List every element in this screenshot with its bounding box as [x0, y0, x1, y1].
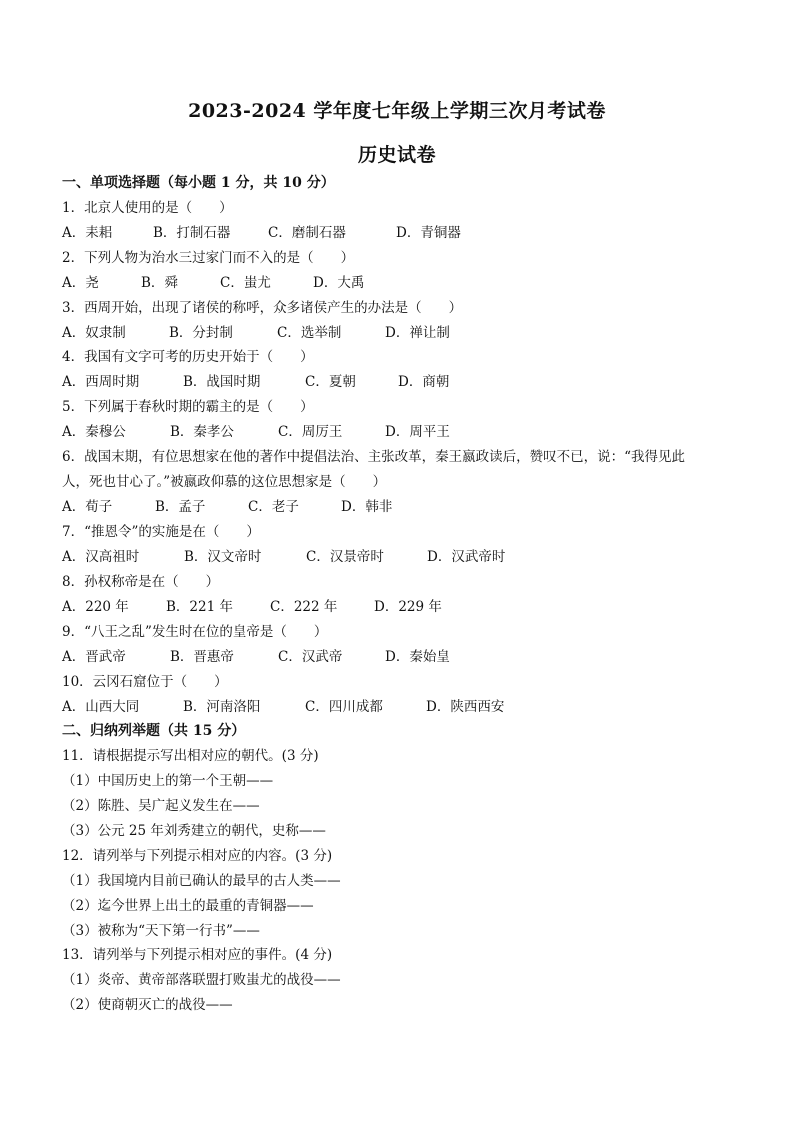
q12-item-1: （1）我国境内目前已确认的最早的古人类—— — [62, 873, 341, 889]
exam-subject: 历史试卷 — [357, 144, 436, 166]
section-heading-choice: 一、单项选择题（每小题 1 分，共 10 分） — [62, 175, 335, 191]
option-a: A．耒耜 — [62, 225, 113, 241]
options-q5 — [62, 423, 450, 441]
option-d: D．韩非 — [341, 499, 393, 515]
option-d: D．周平王 — [385, 424, 450, 440]
option-b: B．孟子 — [155, 499, 206, 515]
q11-item-3: （3）公元 25 年刘秀建立的朝代，史称—— — [62, 823, 326, 839]
question-2: 2．下列人物为治水三过家门而不入的是（ ） — [62, 250, 355, 266]
exam-title: 2023-2024 学年度七年级上学期三次月考试卷 — [188, 100, 606, 122]
option-d: D．汉武帝时 — [427, 549, 506, 565]
option-b: B．河南洛阳 — [183, 699, 261, 715]
option-d: D．青铜器 — [396, 225, 461, 241]
option-b: B．221 年 — [166, 599, 233, 615]
q11-item-2: （2）陈胜、吴广起义发生在—— — [62, 798, 260, 814]
option-a: A．山西大同 — [62, 699, 140, 715]
option-d: D．大禹 — [313, 275, 365, 291]
option-d: D．陕西西安 — [426, 699, 505, 715]
option-d: D．秦始皇 — [385, 649, 450, 665]
question-13: 13．请列举与下列提示相对应的事件。(4 分) — [62, 947, 333, 963]
option-a: A．220 年 — [62, 599, 129, 615]
option-c: C．老子 — [248, 499, 299, 515]
options-q10 — [62, 698, 504, 716]
question-6: 6．战国末期，有位思想家在他的著作中提倡法治、主张改革，秦王嬴政读后，赞叹不已，说：“我得见此 — [62, 449, 685, 465]
option-a: A．荀子 — [62, 499, 113, 515]
option-b: B．分封制 — [169, 325, 233, 341]
question-12: 12．请列举与下列提示相对应的内容。(3 分) — [62, 848, 333, 864]
option-c: C．磨制石器 — [268, 225, 346, 241]
option-c: C．周厉王 — [278, 424, 343, 440]
options-q7 — [62, 548, 505, 566]
question-10: 10．云冈石窟位于（ ） — [62, 674, 228, 690]
option-b: B．战国时期 — [183, 374, 261, 390]
options-q8 — [62, 598, 442, 616]
option-a: A．西周时期 — [62, 374, 140, 390]
q13-item-1: （1）炎帝、黄帝部落联盟打败蚩尤的战役—— — [62, 972, 341, 988]
question-3: 3．西周开始，出现了诸侯的称呼，众多诸侯产生的办法是（ ） — [62, 300, 463, 316]
options-q1 — [62, 224, 461, 242]
options-q6 — [62, 498, 392, 516]
option-b: B．打制石器 — [153, 225, 231, 241]
option-a: A．奴隶制 — [62, 325, 126, 341]
question-8: 8．孙权称帝是在（ ） — [62, 574, 220, 590]
option-b: B．汉文帝时 — [184, 549, 262, 565]
question-6-continued: 人，死也甘心了。”被嬴政仰慕的这位思想家是（ ） — [62, 474, 387, 490]
question-9: 9．“八王之乱”发生时在位的皇帝是（ ） — [62, 624, 328, 640]
option-c: C．四川成都 — [305, 699, 383, 715]
option-d: D．229 年 — [374, 599, 442, 615]
question-5: 5．下列属于春秋时期的霸主的是（ ） — [62, 399, 314, 415]
options-q9 — [62, 648, 450, 666]
option-d: D．商朝 — [398, 374, 450, 390]
options-q4 — [62, 373, 449, 391]
option-c: C．夏朝 — [305, 374, 356, 390]
option-c: C．汉武帝 — [278, 649, 343, 665]
option-a: A．晋武帝 — [62, 649, 126, 665]
option-a: A．秦穆公 — [62, 424, 126, 440]
question-4: 4．我国有文字可考的历史开始于（ ） — [62, 349, 314, 365]
option-a: A．汉高祖时 — [62, 549, 140, 565]
q12-item-2: （2）迄今世界上出土的最重的青铜器—— — [62, 898, 314, 914]
option-a: A．尧 — [62, 275, 99, 291]
option-d: D．禅让制 — [385, 325, 450, 341]
option-c: C．222 年 — [270, 599, 338, 615]
q11-item-1: （1）中国历史上的第一个王朝—— — [62, 773, 274, 789]
question-11: 11．请根据提示写出相对应的朝代。(3 分) — [62, 748, 319, 764]
q13-item-2: （2）使商朝灭亡的战役—— — [62, 997, 233, 1013]
option-b: B．舜 — [141, 275, 178, 291]
question-7: 7．“推恩令”的实施是在（ ） — [62, 524, 260, 540]
option-b: B．晋惠帝 — [170, 649, 234, 665]
option-c: C．选举制 — [277, 325, 342, 341]
option-c: C．汉景帝时 — [306, 549, 384, 565]
section-heading-list: 二、归纳列举题（共 15 分） — [62, 723, 246, 739]
option-b: B．秦孝公 — [170, 424, 234, 440]
options-q2 — [62, 274, 364, 292]
question-1: 1．北京人使用的是（ ） — [62, 200, 233, 216]
options-q3 — [62, 324, 450, 342]
option-c: C．蚩尤 — [220, 275, 271, 291]
q12-item-3: （3）被称为“天下第一行书”—— — [62, 923, 260, 939]
